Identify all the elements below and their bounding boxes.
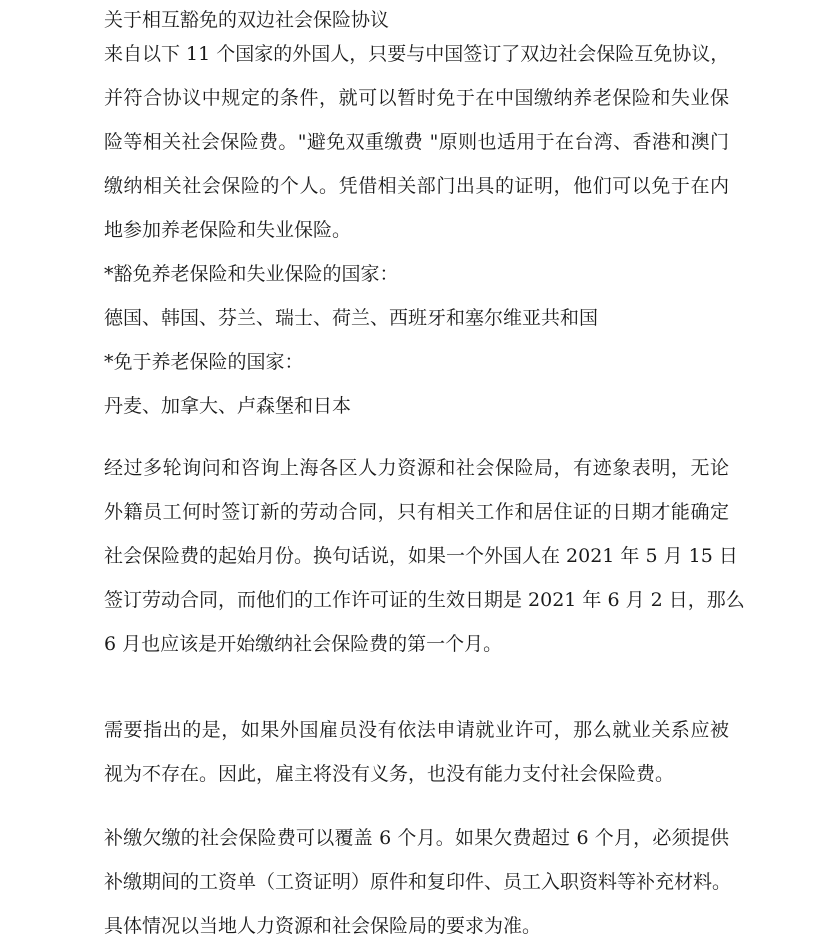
text-line: 视为不存在。因此，雇主将没有义务，也没有能力支付社会保险费。 — [104, 763, 675, 785]
list1-countries: 德国、韩国、芬兰、瑞士、荷兰、西班牙和塞尔维亚共和国 — [104, 307, 599, 329]
text-line: 险等相关社会保险费。"避免双重缴费 "原则也适用于在台湾、香港和澳门 — [104, 131, 729, 153]
text-line: 社会保险费的起始月份。换句话说，如果一个外国人在 2021 年 5 月 15 日 — [104, 545, 738, 567]
text-line: 地参加养老保险和失业保险。 — [104, 219, 352, 241]
text-line: 来自以下 11 个国家的外国人，只要与中国签订了双边社会保险互免协议， — [104, 43, 730, 65]
list2-heading: *免于养老保险的国家： — [104, 351, 304, 373]
text-line: 经过多轮询问和咨询上海各区人力资源和社会保险局，有迹象表明，无论 — [104, 457, 729, 479]
list1-heading: *豁免养老保险和失业保险的国家： — [104, 263, 399, 285]
text-line: 6 月也应该是开始缴纳社会保险费的第一个月。 — [104, 633, 503, 655]
text-line: 并符合协议中规定的条件，就可以暂时免于在中国缴纳养老保险和失业保 — [104, 87, 729, 109]
paragraph-start-month — [104, 446, 745, 666]
text-line: 需要指出的是，如果外国雇员没有依法申请就业许可，那么就业关系应被 — [104, 719, 729, 741]
paragraph-back-payment — [104, 816, 732, 948]
text-line: 补缴期间的工资单（工资证明）原件和复印件、员工入职资料等补充材料。 — [104, 871, 732, 893]
document-title: 关于相互豁免的双边社会保险协议 — [104, 9, 390, 31]
paragraph-bilateral-agreement — [104, 32, 729, 428]
text-line: 具体情况以当地人力资源和社会保险局的要求为准。 — [104, 915, 542, 937]
text-line: 补缴欠缴的社会保险费可以覆盖 6 个月。如果欠费超过 6 个月，必须提供 — [104, 827, 729, 849]
list2-countries: 丹麦、加拿大、卢森堡和日本 — [104, 395, 352, 417]
paragraph-employment-permit — [104, 708, 729, 796]
text-line: 外籍员工何时签订新的劳动合同，只有相关工作和居住证的日期才能确定 — [104, 501, 729, 523]
text-line: 缴纳相关社会保险的个人。凭借相关部门出具的证明，他们可以免于在内 — [104, 175, 729, 197]
text-line: 签订劳动合同，而他们的工作许可证的生效日期是 2021 年 6 月 2 日，那么 — [104, 589, 745, 611]
